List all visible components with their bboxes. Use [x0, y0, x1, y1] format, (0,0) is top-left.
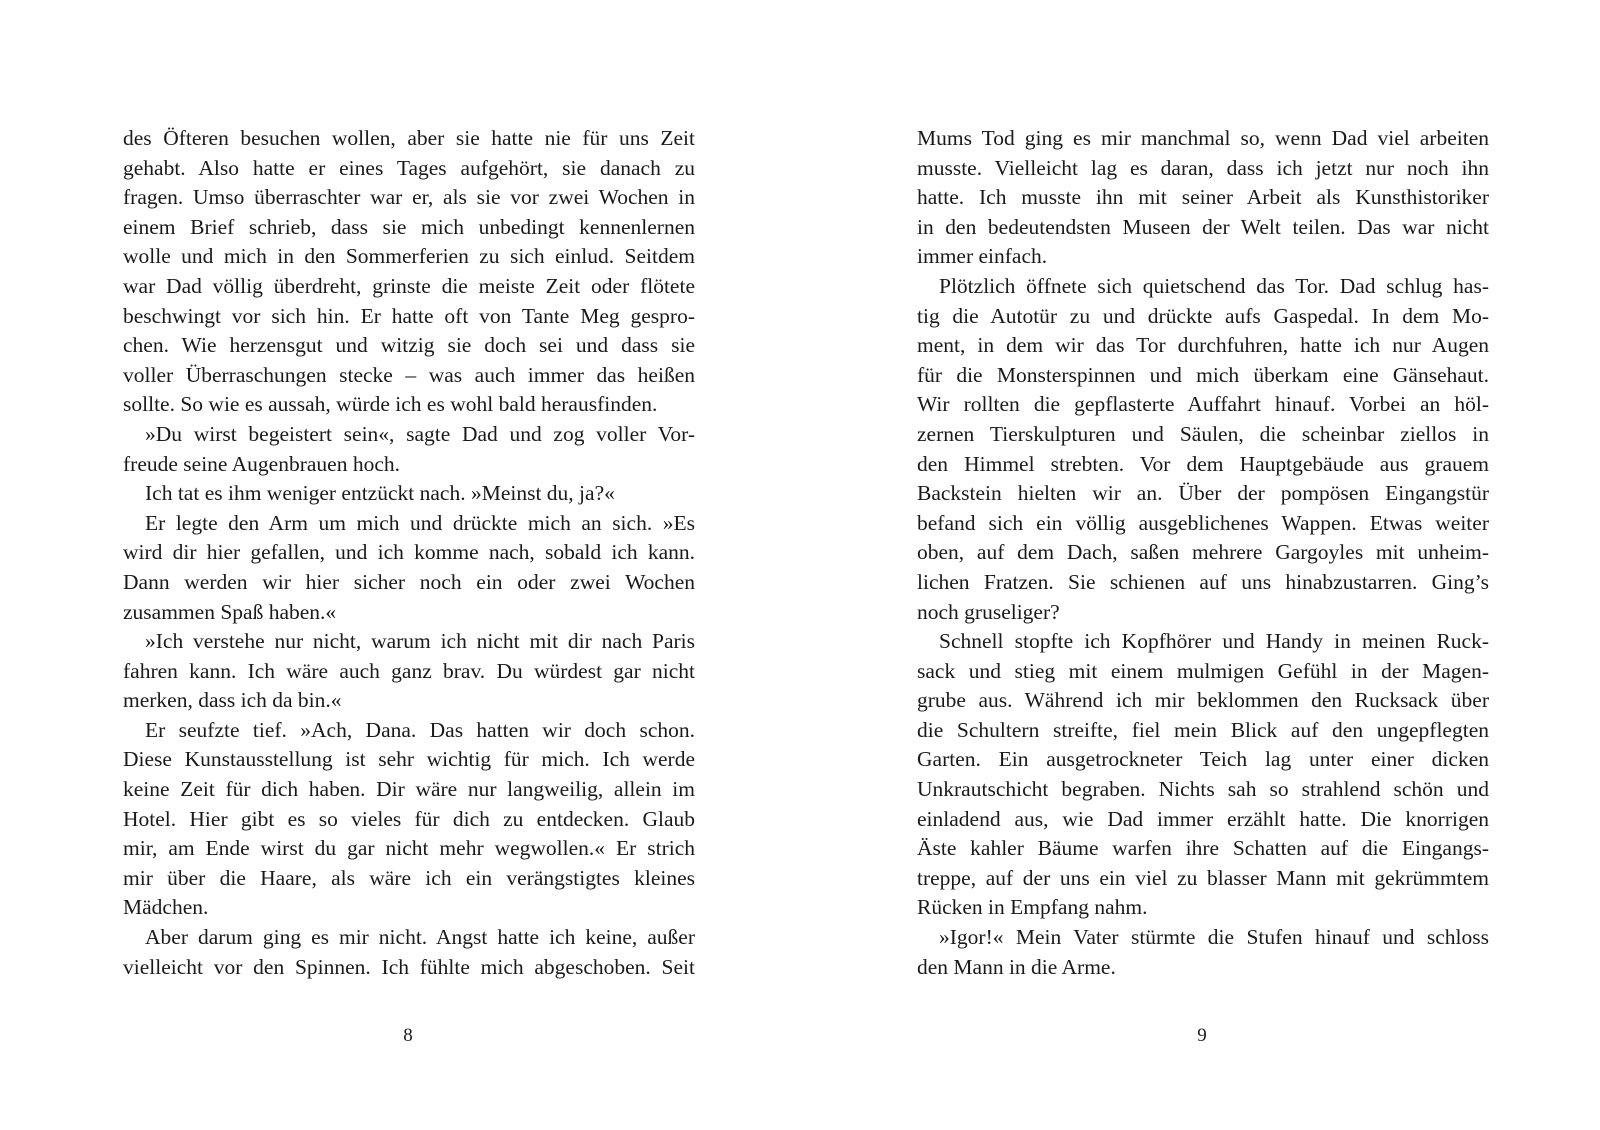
- text-line: beschwingt vor sich hin. Er hatte oft von Tante Meg gespro-: [123, 303, 695, 328]
- text-line: freude seine Augenbrauen hoch.: [123, 451, 401, 476]
- text-line: tig die Autotür zu und drückte aufs Gaspedal. In dem Mo-: [917, 303, 1489, 328]
- text-line: Äste kahler Bäume warfen ihre Schatten auf die Eingangs-: [917, 836, 1489, 861]
- text-line: des Öfteren besuchen wollen, aber sie hatte nie für uns Zeit: [123, 126, 695, 150]
- text-line: Aber darum ging es mir nicht. Angst hatte ich keine, außer: [145, 925, 695, 950]
- text-line: in den bedeutendsten Museen der Welt teilen. Das war nicht: [917, 214, 1489, 239]
- text-line: sollte. So wie es aussah, würde ich es wohl bald herausfinden.: [123, 392, 658, 417]
- text-line: Dann werden wir hier sicher noch ein oder zwei Wochen: [123, 569, 695, 594]
- text-line: keine Zeit für dich haben. Dir wäre nur langweilig, allein im: [123, 777, 695, 802]
- text-line: gehabt. Also hatte er eines Tages aufgehört, sie danach zu: [123, 155, 695, 180]
- text-line: Mums Tod ging es mir manchmal so, wenn Dad viel arbeiten: [917, 126, 1489, 150]
- text-line: sack und stieg mit einem mulmigen Gefühl in der Magen-: [917, 658, 1489, 683]
- text-line: voller Überraschungen stecke – was auch immer das heißen: [123, 362, 695, 387]
- text-line: vielleicht vor den Spinnen. Ich fühlte mich abgeschoben. Seit: [123, 954, 695, 979]
- text-line: grube aus. Während ich mir beklommen den Rucksack über: [917, 688, 1489, 713]
- text-line: »Ich verstehe nur nicht, warum ich nicht mit dir nach Paris: [145, 629, 695, 654]
- text-line: den Mann in die Arme.: [917, 954, 1116, 979]
- text-line: Ich tat es ihm weniger entzückt nach. »Meinst du, ja?«: [145, 481, 615, 506]
- text-line: Mädchen.: [123, 895, 209, 920]
- text-line: Garten. Ein ausgetrockneter Teich lag unter einer dicken: [917, 747, 1489, 772]
- text-line: noch gruseliger?: [917, 599, 1060, 624]
- text-line: mir über die Haare, als wäre ich ein verängstigtes kleines: [123, 865, 695, 890]
- page-number-left: 8: [403, 1025, 413, 1046]
- text-line: Rücken in Empfang nahm.: [917, 895, 1148, 920]
- text-line: Wir rollten die gepflasterte Auffahrt hinauf. Vorbei an höl-: [917, 392, 1489, 417]
- text-line: zusammen Spaß haben.«: [123, 599, 337, 624]
- text-line: Hotel. Hier gibt es so vieles für dich zu entdecken. Glaub: [123, 806, 695, 831]
- text-line: Schnell stopfte ich Kopfhörer und Handy in meinen Ruck-: [939, 629, 1489, 654]
- text-line: Er seufzte tief. »Ach, Dana. Das hatten wir doch schon.: [145, 717, 695, 742]
- left-page-text: [123, 124, 695, 982]
- text-line: chen. Wie herzensgut und witzig sie doch sei und dass sie: [123, 333, 695, 358]
- text-line: einladend aus, wie Dad immer erzählt hatte. Die knorrigen: [917, 806, 1489, 831]
- text-line: oben, auf dem Dach, saßen mehrere Gargoyles mit unheim-: [917, 540, 1489, 565]
- text-line: Diese Kunstausstellung ist sehr wichtig für mich. Ich werde: [123, 747, 695, 772]
- text-line: lichen Fratzen. Sie schienen auf uns hinabzustarren. Ging’s: [917, 569, 1489, 594]
- text-line: Backstein hielten wir an. Über der pompösen Eingangstür: [917, 481, 1489, 506]
- text-line: die Schultern streifte, fiel mein Blick auf den ungepflegten: [917, 717, 1489, 742]
- text-line: musste. Vielleicht lag es daran, dass ich jetzt nur noch ihn: [917, 155, 1489, 180]
- text-line: befand sich ein völlig ausgeblichenes Wappen. Etwas weiter: [917, 510, 1489, 535]
- text-line: ment, in dem wir das Tor durchfuhren, hatte ich nur Augen: [917, 333, 1489, 358]
- text-line: »Du wirst begeistert sein«, sagte Dad und zog voller Vor-: [145, 421, 695, 446]
- text-line: immer einfach.: [917, 244, 1048, 269]
- text-line: merken, dass ich da bin.«: [123, 688, 342, 713]
- text-line: den Himmel strebten. Vor dem Hauptgebäude aus grauem: [917, 451, 1489, 476]
- text-line: war Dad völlig überdreht, grinste die meiste Zeit oder flötete: [123, 273, 695, 298]
- text-line: Plötzlich öffnete sich quietschend das Tor. Dad schlug has-: [939, 273, 1489, 298]
- text-line: zernen Tierskulpturen und Säulen, die scheinbar ziellos in: [917, 421, 1489, 446]
- text-line: wird dir hier gefallen, und ich komme nach, sobald ich kann.: [123, 540, 695, 565]
- text-line: für die Monsterspinnen und mich überkam eine Gänsehaut.: [917, 362, 1489, 387]
- text-line: fragen. Umso überraschter war er, als sie vor zwei Wochen in: [123, 185, 695, 210]
- text-line: fahren kann. Ich wäre auch ganz brav. Du würdest gar nicht: [123, 658, 695, 683]
- text-line: Er legte den Arm um mich und drückte mich an sich. »Es: [145, 510, 695, 535]
- text-line: »Igor!« Mein Vater stürmte die Stufen hinauf und schloss: [939, 925, 1489, 950]
- text-line: einem Brief schrieb, dass sie mich unbedingt kennenlernen: [123, 214, 695, 239]
- text-line: Unkrautschicht begraben. Nichts sah so strahlend schön und: [917, 777, 1489, 802]
- text-line: treppe, auf der uns ein viel zu blasser Mann mit gekrümmtem: [917, 865, 1489, 890]
- page-number-right: 9: [1197, 1025, 1207, 1046]
- text-line: hatte. Ich musste ihn mit seiner Arbeit als Kunsthistoriker: [917, 185, 1489, 210]
- text-line: wolle und mich in den Sommerferien zu sich einlud. Seitdem: [123, 244, 695, 269]
- right-page-text: [917, 124, 1489, 982]
- text-line: mir, am Ende wirst du gar nicht mehr wegwollen.« Er strich: [123, 836, 695, 861]
